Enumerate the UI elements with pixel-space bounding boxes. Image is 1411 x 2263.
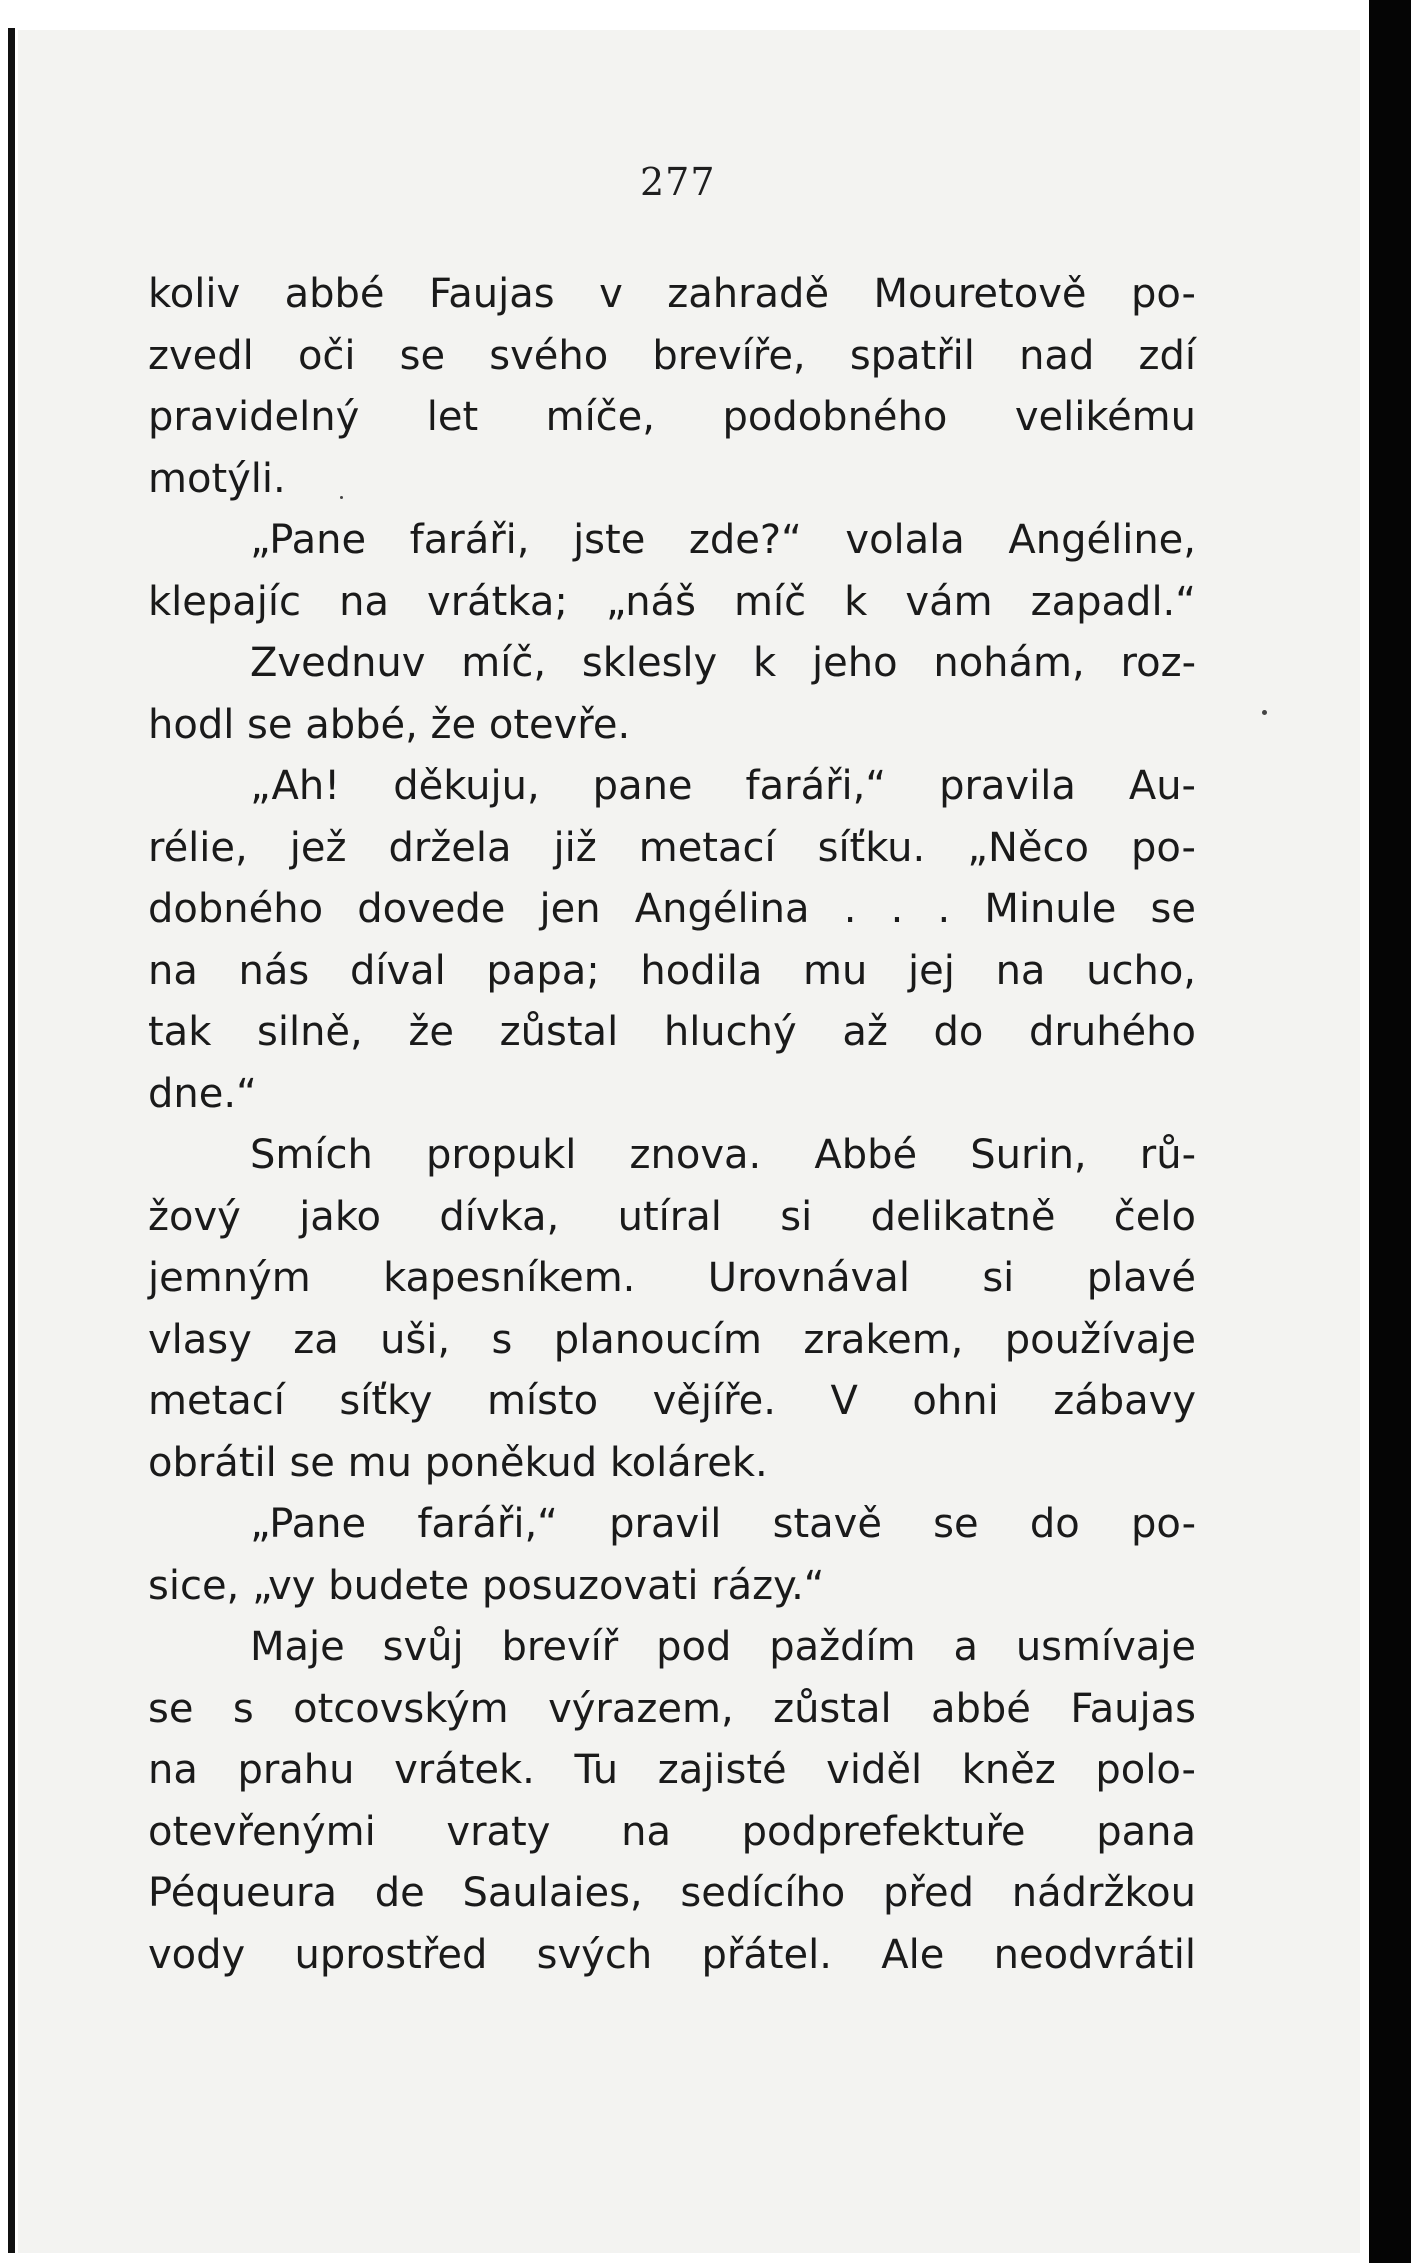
scan-border-right <box>1369 0 1411 2263</box>
page-top-margin <box>18 0 1381 30</box>
body-text <box>148 264 1196 1986</box>
text-line: zvedl oči se svého brevíře, spatřil nad zdí <box>148 332 1196 379</box>
paper-speck <box>1262 710 1267 715</box>
text-line: metací síťky místo vějíře. V ohni zábavy <box>148 1378 1196 1424</box>
text-line: na nás díval papa; hodila mu jej na ucho, <box>148 947 1196 994</box>
page-bottom-margin <box>18 2253 1369 2263</box>
text-line: jemným kapesníkem. Urovnával si plavé <box>148 1255 1196 1301</box>
text-line: dne.“ <box>148 1070 257 1117</box>
text-line: na prahu vrátek. Tu zajisté viděl kněz polo- <box>148 1747 1196 1793</box>
text-line: „Ah! děkuju, pane faráři,“ pravila Au- <box>250 763 1196 809</box>
page-number: 277 <box>640 160 716 204</box>
text-line: sice, „vy budete posuzovati rázy.“ <box>148 1562 825 1609</box>
text-line: žový jako dívka, utíral si delikatně čelo <box>148 1193 1196 1240</box>
text-line: vlasy za uši, s planoucím zrakem, používaje <box>148 1316 1196 1363</box>
binding-edge-shadow <box>8 28 15 2253</box>
text-line: obrátil se mu poněkud kolárek. <box>148 1439 768 1486</box>
text-line: pravidelný let míče, podobného velikému <box>148 394 1196 440</box>
text-line: „Pane faráři,“ pravil stavě se do po- <box>250 1501 1196 1547</box>
text-line: otevřenými vraty na podprefektuře pana <box>148 1808 1196 1855</box>
text-line: motýli. <box>148 455 286 502</box>
text-line: koliv abbé Faujas v zahradě Mouretově po- <box>148 271 1196 317</box>
page-right-margin <box>1360 0 1369 2263</box>
text-line: vody uprostřed svých přátel. Ale neodvrátil <box>148 1931 1196 1978</box>
text-line: hodl se abbé, že otevře. <box>148 701 631 748</box>
text-line: tak silně, že zůstal hluchý až do druhého <box>148 1009 1196 1055</box>
text-line: Maje svůj brevíř pod paždím a usmívaje <box>250 1624 1196 1670</box>
text-line: Péqueura de Saulaies, sedícího před nádržkou <box>148 1870 1196 1916</box>
text-line: „Pane faráři, jste zde?“ volala Angéline, <box>250 517 1196 563</box>
text-line: Smích propukl znova. Abbé Surin, rů- <box>250 1132 1196 1178</box>
text-line: se s otcovským výrazem, zůstal abbé Faujas <box>148 1685 1196 1732</box>
text-line: klepajíc na vrátka; „náš míč k vám zapadl.“ <box>148 578 1196 625</box>
text-line: dobného dovede jen Angélina . . . Minule se <box>148 886 1196 932</box>
text-line: rélie, jež držela již metací síťku. „Něco po- <box>148 824 1196 871</box>
text-line: Zvednuv míč, sklesly k jeho nohám, roz- <box>250 640 1196 686</box>
